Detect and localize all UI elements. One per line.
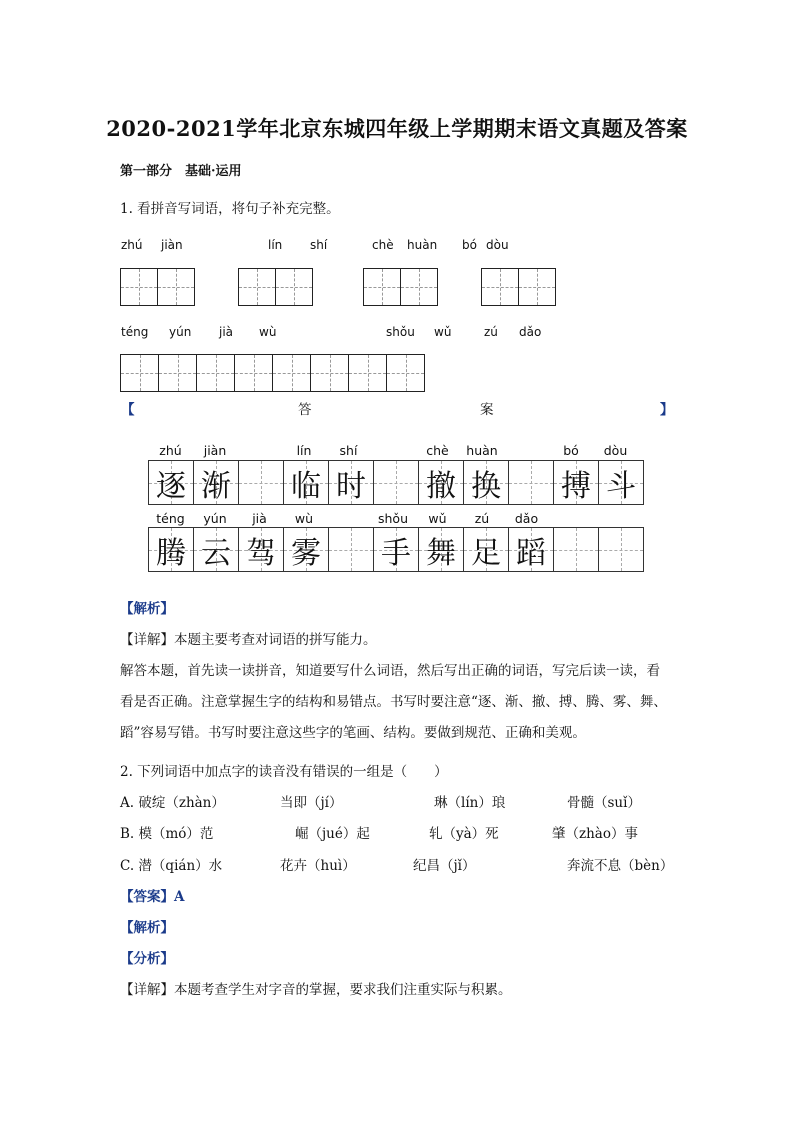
pinyin: téng [121,325,149,339]
answer-cell [509,461,554,505]
answer-char: 斗 [606,468,636,504]
option-a-item: 琳（lín）琅 [434,795,506,811]
answer-pinyin: dǎo [514,511,539,526]
pinyin: shí [310,238,328,252]
answer-char: 搏 [561,468,591,504]
option-b-item: 肇（zhào）事 [552,826,638,842]
answer-cell [239,528,284,572]
pinyin: chè [372,238,394,252]
answer-cell [284,528,329,572]
page-title: 2020-2021学年北京东城四年级上学期期末语文真题及答案 [106,116,688,141]
pinyin: zhú [121,238,143,252]
answer-char: 雾 [291,535,321,571]
writing-grid [363,268,438,306]
writing-grid [120,268,195,306]
writing-grid [481,268,556,306]
answer-cell [554,461,599,505]
option-b-item: 崛（jué）起 [295,826,370,842]
answer-cell [599,528,644,572]
answer-pinyin: huàn [466,443,498,458]
answer-pinyin: shǒu [377,511,408,526]
pinyin: lín [268,238,283,252]
answer-cell [509,528,554,572]
answer-pinyin: zhú [159,443,182,458]
option-c-item: 花卉（huì） [280,858,356,874]
pinyin: wù [259,325,277,339]
option-a-item: 当即（jí） [280,795,343,811]
answer-pinyin: lín [296,443,312,458]
fenxi-tag: 【分析】 [120,951,174,967]
answer-cell [464,461,509,505]
answer-cell [419,461,464,505]
pinyin: jiàn [161,238,183,252]
option-b-item: 轧（yà）死 [429,826,499,842]
answer-pinyin: yún [203,511,227,526]
q1-stem: 1. 看拼音写词语，将句子补充完整。 [120,201,340,217]
answer-cell [194,528,239,572]
answer-pinyin: jià [252,511,267,526]
answer-char: 云 [201,535,231,571]
paragraph: 看是否正确。注意掌握生字的结构和易错点。书写时要注意“逐、渐、撤、搏、腾、雾、舞、 [120,694,667,710]
answer-pinyin: wù [294,511,314,526]
option-c-item: 奔流不息（bèn） [567,858,674,874]
pinyin: huàn [407,238,438,252]
section-heading: 第一部分 基础·运用 [120,164,242,179]
answer-cell [329,461,374,505]
answer-cell [239,461,284,505]
analysis-tag: 【解析】 [120,601,174,617]
option-c-item: 纪昌（jǐ） [413,858,476,874]
answer-bracket-left: 【 [121,402,135,418]
answer-char: 足 [471,535,501,571]
answer-tag: 【答案】A [120,889,185,905]
detail-text: 【详解】本题考查学生对字音的掌握，要求我们注重实际与积累。 [120,982,512,998]
answer-char: 蹈 [516,535,546,571]
analysis-tag: 【解析】 [120,920,174,936]
option-a-item: A. 破绽（zhàn） [120,795,225,811]
answer-cell [374,461,419,505]
paragraph: 解答本题，首先读一读拼音，知道要写什么词语，然后写出正确的词语，写完后读一读，看 [120,663,660,679]
pinyin: shǒu [386,325,415,339]
answer-cell [599,461,644,505]
answer-char: 时 [336,468,366,504]
pinyin: jià [219,325,234,339]
paragraph: 蹈”容易写错。书写时要注意这些字的笔画、结构。要做到规范、正确和美观。 [120,725,586,741]
answer-cell [149,461,194,505]
answer-pinyin: téng [156,511,185,526]
answer-pinyin: zú [474,511,490,526]
answer-cell [329,528,374,572]
answer-grid-row1 [148,460,644,505]
answer-char: 临 [291,468,321,504]
answer-pinyin: shí [339,443,358,458]
answer-pinyin: wǔ [428,511,447,526]
detail-text: 【详解】本题主要考查对词语的拼写能力。 [120,632,377,648]
pinyin: dǎo [519,325,542,339]
answer-pinyin: chè [426,443,449,458]
pinyin: yún [169,325,192,339]
pinyin: dòu [486,238,509,252]
option-b-item: B. 模（mó）范 [120,826,214,842]
pinyin: zú [484,325,498,339]
answer-pinyin: jiàn [203,443,227,458]
answer-char: 逐 [156,468,186,504]
answer-cell [149,528,194,572]
answer-label: 案 [480,402,494,418]
answer-pinyin: bó [563,443,579,458]
answer-char: 渐 [201,468,231,504]
q2-stem: 2. 下列词语中加点字的读音没有错误的一组是（ ） [120,764,448,780]
answer-grid-row2 [148,527,644,572]
answer-cell [464,528,509,572]
answer-cell [284,461,329,505]
answer-char: 撤 [426,468,456,504]
answer-char: 舞 [426,535,456,571]
option-c-item: C. 潜（qián）水 [120,858,223,874]
answer-char: 换 [471,468,501,504]
answer-cell [374,528,419,572]
answer-char: 腾 [156,535,186,571]
answer-cell [194,461,239,505]
pinyin: bó [462,238,477,252]
writing-grid [238,268,313,306]
option-a-item: 骨髓（suǐ） [567,795,641,811]
answer-label: 答 [298,402,312,418]
answer-pinyin: dòu [603,443,628,458]
answer-char: 驾 [246,535,276,571]
answer-bracket-right: 】 [660,402,674,418]
answer-char: 手 [381,535,411,571]
pinyin: wǔ [434,325,452,339]
writing-grid [120,354,425,392]
answer-cell [419,528,464,572]
answer-cell [554,528,599,572]
